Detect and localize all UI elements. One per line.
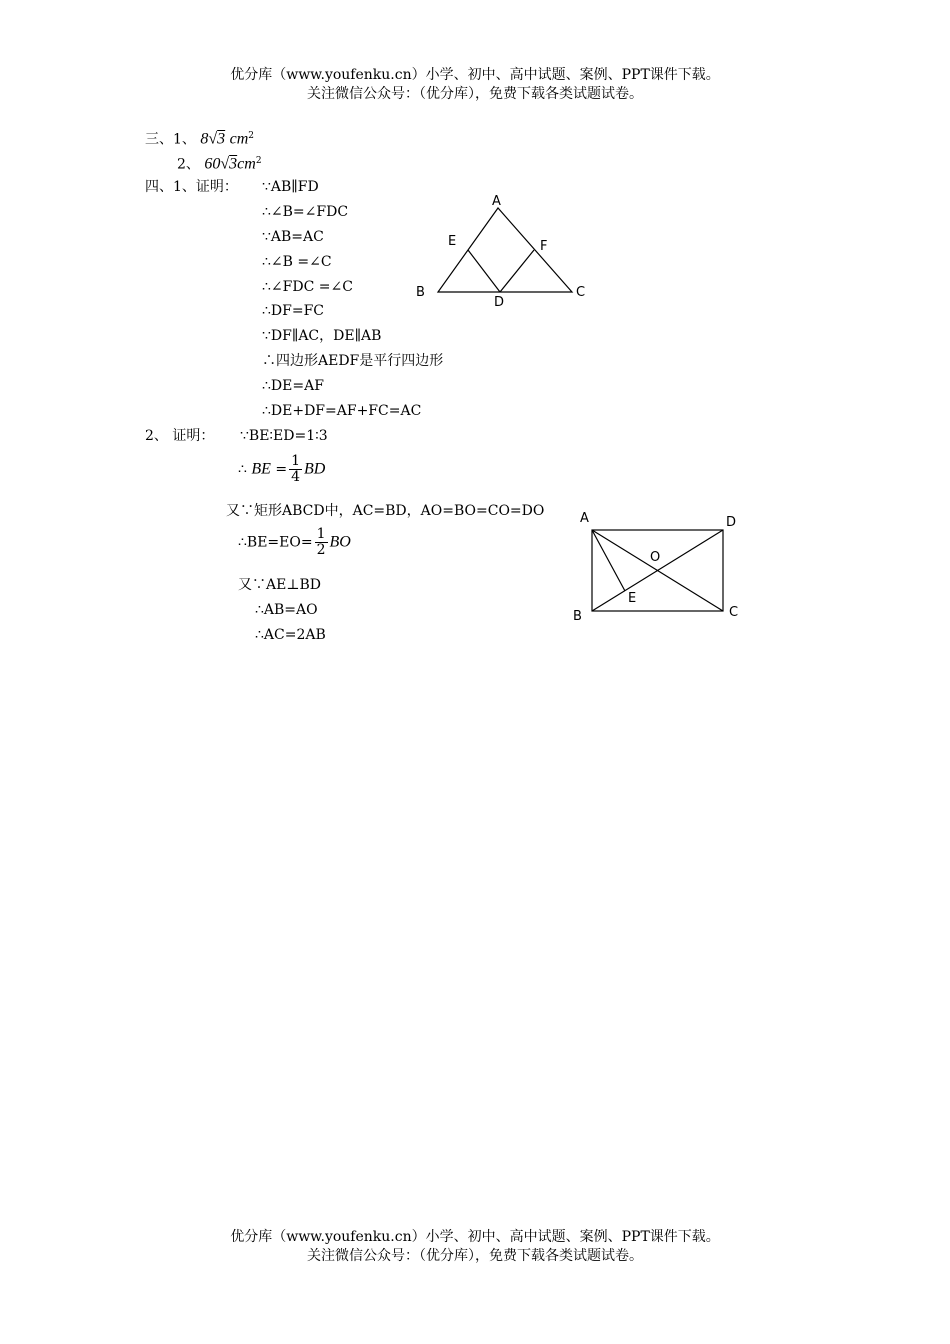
beeo-denominator: 2 bbox=[316, 542, 326, 558]
header-line-1: 优分库（www.youfenku.cn）小学、初中、高中试题、案例、PPT课件下载。 bbox=[230, 67, 720, 83]
label-E: E bbox=[628, 591, 637, 606]
proof1-line-7: ∵DF∥AC，DE∥AB bbox=[262, 328, 382, 344]
be-therefore: ∴ bbox=[238, 461, 247, 478]
q2-coefficient: 60 bbox=[204, 155, 221, 173]
proof1-line-6: ∴DF=FC bbox=[262, 303, 325, 319]
label-B: B bbox=[416, 285, 425, 300]
label-E: E bbox=[448, 234, 457, 249]
footer-line-2: 关注微信公众号：（优分库），免费下载各类试题试卷。 bbox=[307, 1248, 643, 1264]
label-C: C bbox=[576, 285, 586, 300]
section3-label: 三、1、 bbox=[145, 131, 196, 148]
segment-DF bbox=[500, 250, 534, 292]
proof2-label: 2、 证明： bbox=[145, 428, 215, 444]
proof1-line-9: ∴DE=AF bbox=[262, 378, 324, 394]
label-F: F bbox=[540, 239, 548, 254]
proof1-line-8: ∴四边形AEDF是平行四边形 bbox=[262, 353, 444, 369]
beeo-fraction bbox=[315, 527, 328, 558]
segment-AE bbox=[592, 530, 625, 591]
be-denominator: 4 bbox=[291, 469, 301, 485]
proof1-line-1: ∵AB∥FD bbox=[262, 179, 319, 195]
beeo-prefix: ∴BE=EO= bbox=[238, 534, 313, 551]
be-fraction bbox=[289, 454, 302, 485]
be-equals: = bbox=[275, 461, 288, 478]
section4-label: 四、1、证明： bbox=[145, 179, 238, 195]
proof2-beeo-line bbox=[238, 527, 351, 558]
footer-line-1: 优分库（www.youfenku.cn）小学、初中、高中试题、案例、PPT课件下载。 bbox=[230, 1229, 720, 1245]
header-line-2: 关注微信公众号：（优分库），免费下载各类试题试卷。 bbox=[307, 86, 643, 102]
section3-q2-label: 2、 bbox=[177, 156, 200, 173]
proof2-ae-line: 又∵AE⊥BD bbox=[238, 577, 322, 593]
proof2-ab-line: ∴AB=AO bbox=[255, 602, 318, 618]
be-numerator: 1 bbox=[291, 453, 301, 469]
proof2-be-fraction-line bbox=[238, 454, 325, 485]
section3-answer-1: 三、1、 8√3 $cm^2$ bbox=[145, 130, 254, 148]
label-D: D bbox=[726, 515, 737, 530]
q1-radicand: 3 bbox=[217, 130, 226, 148]
proof2-rectangle-line: 又∵矩形ABCD中，AC=BD，AO=BO=CO=DO bbox=[226, 503, 545, 519]
proof1-line-3: ∵AB=AC bbox=[262, 229, 324, 245]
label-A: A bbox=[492, 194, 501, 209]
q1-coefficient: 8 bbox=[200, 130, 209, 148]
proof1-line-2: ∴∠B=∠FDC bbox=[262, 204, 349, 220]
label-D: D bbox=[494, 295, 505, 308]
beeo-numerator: 1 bbox=[316, 526, 326, 542]
proof1-line-5: ∴∠FDC =∠C bbox=[262, 279, 353, 295]
section3-answer-2: 2、 $60√3cm^2$ bbox=[177, 155, 262, 173]
q2-radicand: 3 bbox=[229, 155, 238, 173]
segment-DE bbox=[468, 250, 500, 292]
rectangle-figure bbox=[568, 505, 748, 627]
label-A: A bbox=[580, 511, 589, 526]
be-lhs: BE bbox=[251, 460, 271, 478]
triangle-figure bbox=[410, 190, 600, 308]
q1-unit: cm bbox=[229, 130, 249, 148]
proof1-line-10: ∴DE+DF=AF+FC=AC bbox=[262, 403, 422, 419]
label-O: O bbox=[650, 550, 661, 565]
proof1-line-4: ∴∠B =∠C bbox=[262, 254, 332, 270]
be-rhs: BD bbox=[304, 460, 326, 478]
proof2-ac-line: ∴AC=2AB bbox=[255, 627, 326, 643]
q2-unit: cm bbox=[237, 155, 256, 173]
label-B: B bbox=[573, 609, 582, 624]
triangle-ABC bbox=[438, 208, 572, 292]
label-C: C bbox=[729, 605, 739, 620]
beeo-rhs: BO bbox=[329, 533, 351, 551]
q2-exponent: 2 bbox=[255, 156, 262, 166]
q1-exponent: 2 bbox=[248, 131, 254, 141]
proof2-given: ∵BE∶ED=1∶3 bbox=[240, 428, 328, 444]
